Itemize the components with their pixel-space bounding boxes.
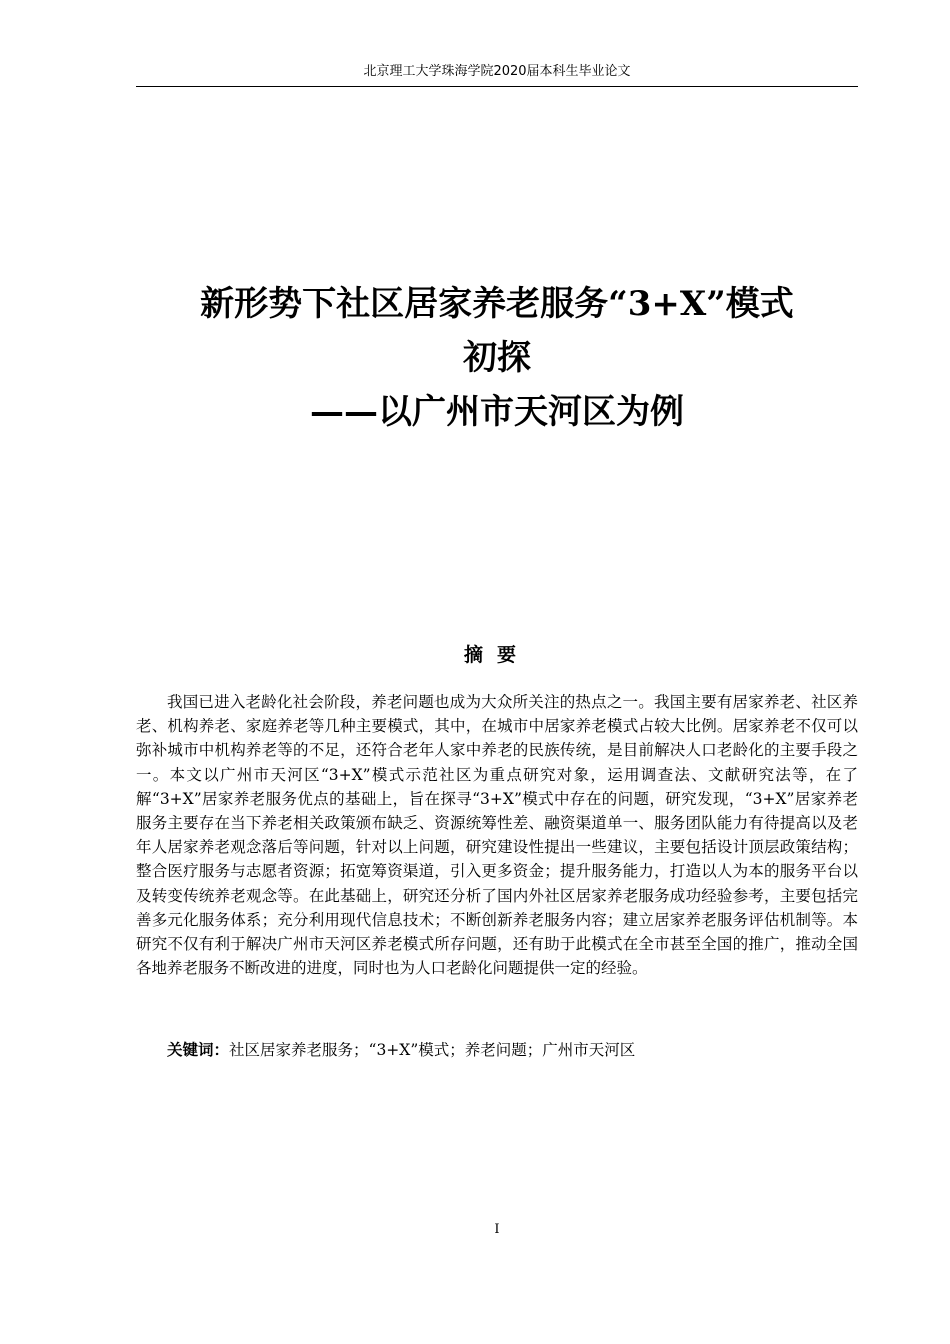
thesis-title-line-2: 初探: [463, 338, 531, 378]
thesis-title-line-1: 新形势下社区居家养老服务“3+X”模式: [200, 284, 794, 324]
abstract-body: 我国已进入老龄化社会阶段，养老问题也成为大众所关注的热点之一。我国主要有居家养老、社区养老、机构养老、家庭养老等几种主要模式，其中，在城市中居家养老模式占较大比例。居家养老不仅可以弥补城市中机构养老等的不足，还符合老年人家中养老的民族传统，是目前解决人口老龄化的主要手段之一。本文以广州市天河区“3+X”模式示范社区为重点研究对象，运用调查法、文献研究法等，在了解“3+X”居家养老服务优点的基础上，旨在探寻“3+X”模式中存在的问题，研究发现，“3+X”居家养老服务主要存在当下养老相关政策颁布缺乏、资源统筹性差、融资渠道单一、服务团队能力有待提高以及老年人居家养老观念落后等问题，针对以上问题，研究建设性提出一些建议，主要包括设计顶层政策结构；整合医疗服务与志愿者资源；拓宽筹资渠道，引入更多资金；提升服务能力，打造以人为本的服务平台以及转变传统养老观念等。在此基础上，研究还分析了国内外社区居家养老服务成功经验参考，主要包括完善多元化服务体系；充分利用现代信息技术；不断创新养老服务内容；建立居家养老服务评估机制等。本研究不仅有利于解决广州市天河区养老模式所存问题，还有助于此模式在全市甚至全国的推广，推动全国各地养老服务不断改进的进度，同时也为人口老龄化问题提供一定的经验。: [136, 693, 858, 978]
page-number: I: [494, 1222, 500, 1237]
keywords-text: 社区居家养老服务；“3+X”模式；养老问题；广州市天河区: [229, 1041, 636, 1059]
running-header-text: 北京理工大学珠海学院2020届本科生毕业论文: [363, 64, 631, 79]
keywords-line: [136, 1038, 858, 1062]
abstract-heading: 摘要: [463, 644, 530, 666]
running-header: [136, 62, 858, 87]
keywords-label: 关键词：: [167, 1041, 230, 1059]
thesis-subtitle: ——以广州市天河区为例: [310, 392, 684, 432]
